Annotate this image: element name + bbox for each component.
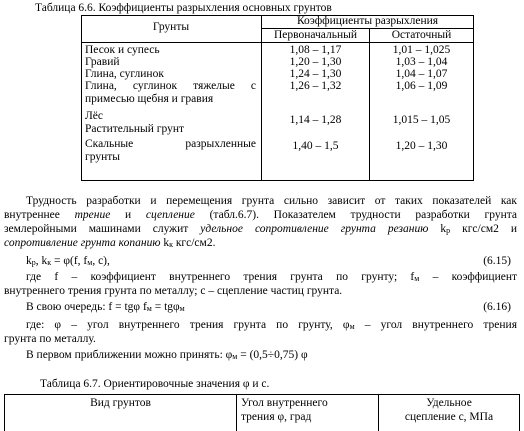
table-6-7-caption: Таблица 6.7. Ориентировочные значения φ и с. — [40, 378, 270, 390]
paragraph-line: внутреннего трения грунта по металлу; с – сцепление частиц грунта. — [4, 285, 343, 297]
row-residual: 1,03 – 1,04 — [395, 56, 448, 68]
header-residual: Остаточный — [391, 29, 452, 41]
paragraph-line: внутреннее трение и сцепление (табл.6.7). Показателем трудности разработки грунта — [4, 209, 518, 221]
row-residual: 1,06 – 1,09 — [395, 80, 448, 92]
paragraph-line: сопротивление грунта копанию kк кгс/см2. — [4, 237, 216, 249]
header-friction-angle: Угол внутреннего — [241, 397, 328, 409]
header-specific-cohesion-cont: сцепление с, МПа — [404, 411, 494, 423]
row-residual: 1,01 – 1,025 — [392, 44, 451, 56]
approximation-line: В первом приближении можно принять: φм = (0,5÷0,75) φ — [26, 349, 308, 361]
paragraph-line: Трудность разработки и перемещения грунта сильно зависит от таких показателей как — [26, 195, 517, 207]
row-initial: 1,20 – 1,30 — [289, 56, 342, 68]
row-initial: 1,08 – 1,17 — [289, 44, 342, 56]
table-6-6-caption: Таблица 6.6. Коэффициенты разрыхления основных грунтов — [35, 2, 332, 14]
table-6-6 — [81, 15, 474, 181]
header-specific-cohesion: Удельное — [426, 397, 472, 409]
row-initial: 1,26 – 1,32 — [289, 80, 342, 92]
paragraph-line: землеройными машинами служит удельное сопротивление грунта резанию kр кгс/см2 и — [4, 223, 518, 235]
equation-number: (6.15) — [483, 255, 511, 267]
row-name: Скальные разрыхленные — [85, 138, 256, 150]
row-name: Лёс — [85, 110, 104, 122]
paragraph-line: грунта по металлу. — [4, 333, 96, 345]
header-loosening-coefficients: Коэффициенты разрыхления — [296, 15, 439, 27]
header-friction-angle-cont: трения φ, град — [241, 411, 312, 423]
equation-number: (6.16) — [483, 301, 511, 313]
row-residual: 1,015 – 1,05 — [392, 114, 451, 126]
paragraph-line: где: φ – угол внутреннего трения грунта по грунту, φм – угол внутреннего трения — [26, 319, 517, 331]
header-initial: Первоначальный — [273, 29, 358, 41]
equation-6-15: kр, kк = φ(f, fм, c), (6.15) — [26, 255, 511, 267]
paragraph-line: где f – коэффициент внутреннего трения грунта по грунту; fм – коэффициент — [26, 271, 518, 283]
row-name-cont: грунты — [85, 151, 120, 163]
row-initial: 1,40 – 1,5 — [292, 140, 339, 152]
equation-6-16: В свою очередь: f = tgφ fм = tgφм (6.16) — [26, 301, 511, 313]
row-initial: 1,24 – 1,30 — [289, 68, 342, 80]
row-initial: 1,14 – 1,28 — [289, 114, 342, 126]
row-name: Глина, суглинок — [85, 68, 164, 80]
row-name-cont: Растительный грунт — [85, 123, 185, 135]
header-soils: Грунты — [152, 21, 190, 33]
header-soil-type: Вид грунтов — [90, 397, 151, 409]
row-name-cont: примесью щебня и гравия — [85, 93, 214, 105]
row-residual: 1,04 – 1,07 — [395, 68, 448, 80]
row-name: Глина, суглинок тяжелые с — [85, 80, 256, 92]
row-residual: 1,20 – 1,30 — [395, 140, 448, 152]
table-6-7 — [4, 394, 520, 431]
row-name: Песок и супесь — [85, 44, 160, 56]
row-name: Гравий — [85, 56, 120, 68]
